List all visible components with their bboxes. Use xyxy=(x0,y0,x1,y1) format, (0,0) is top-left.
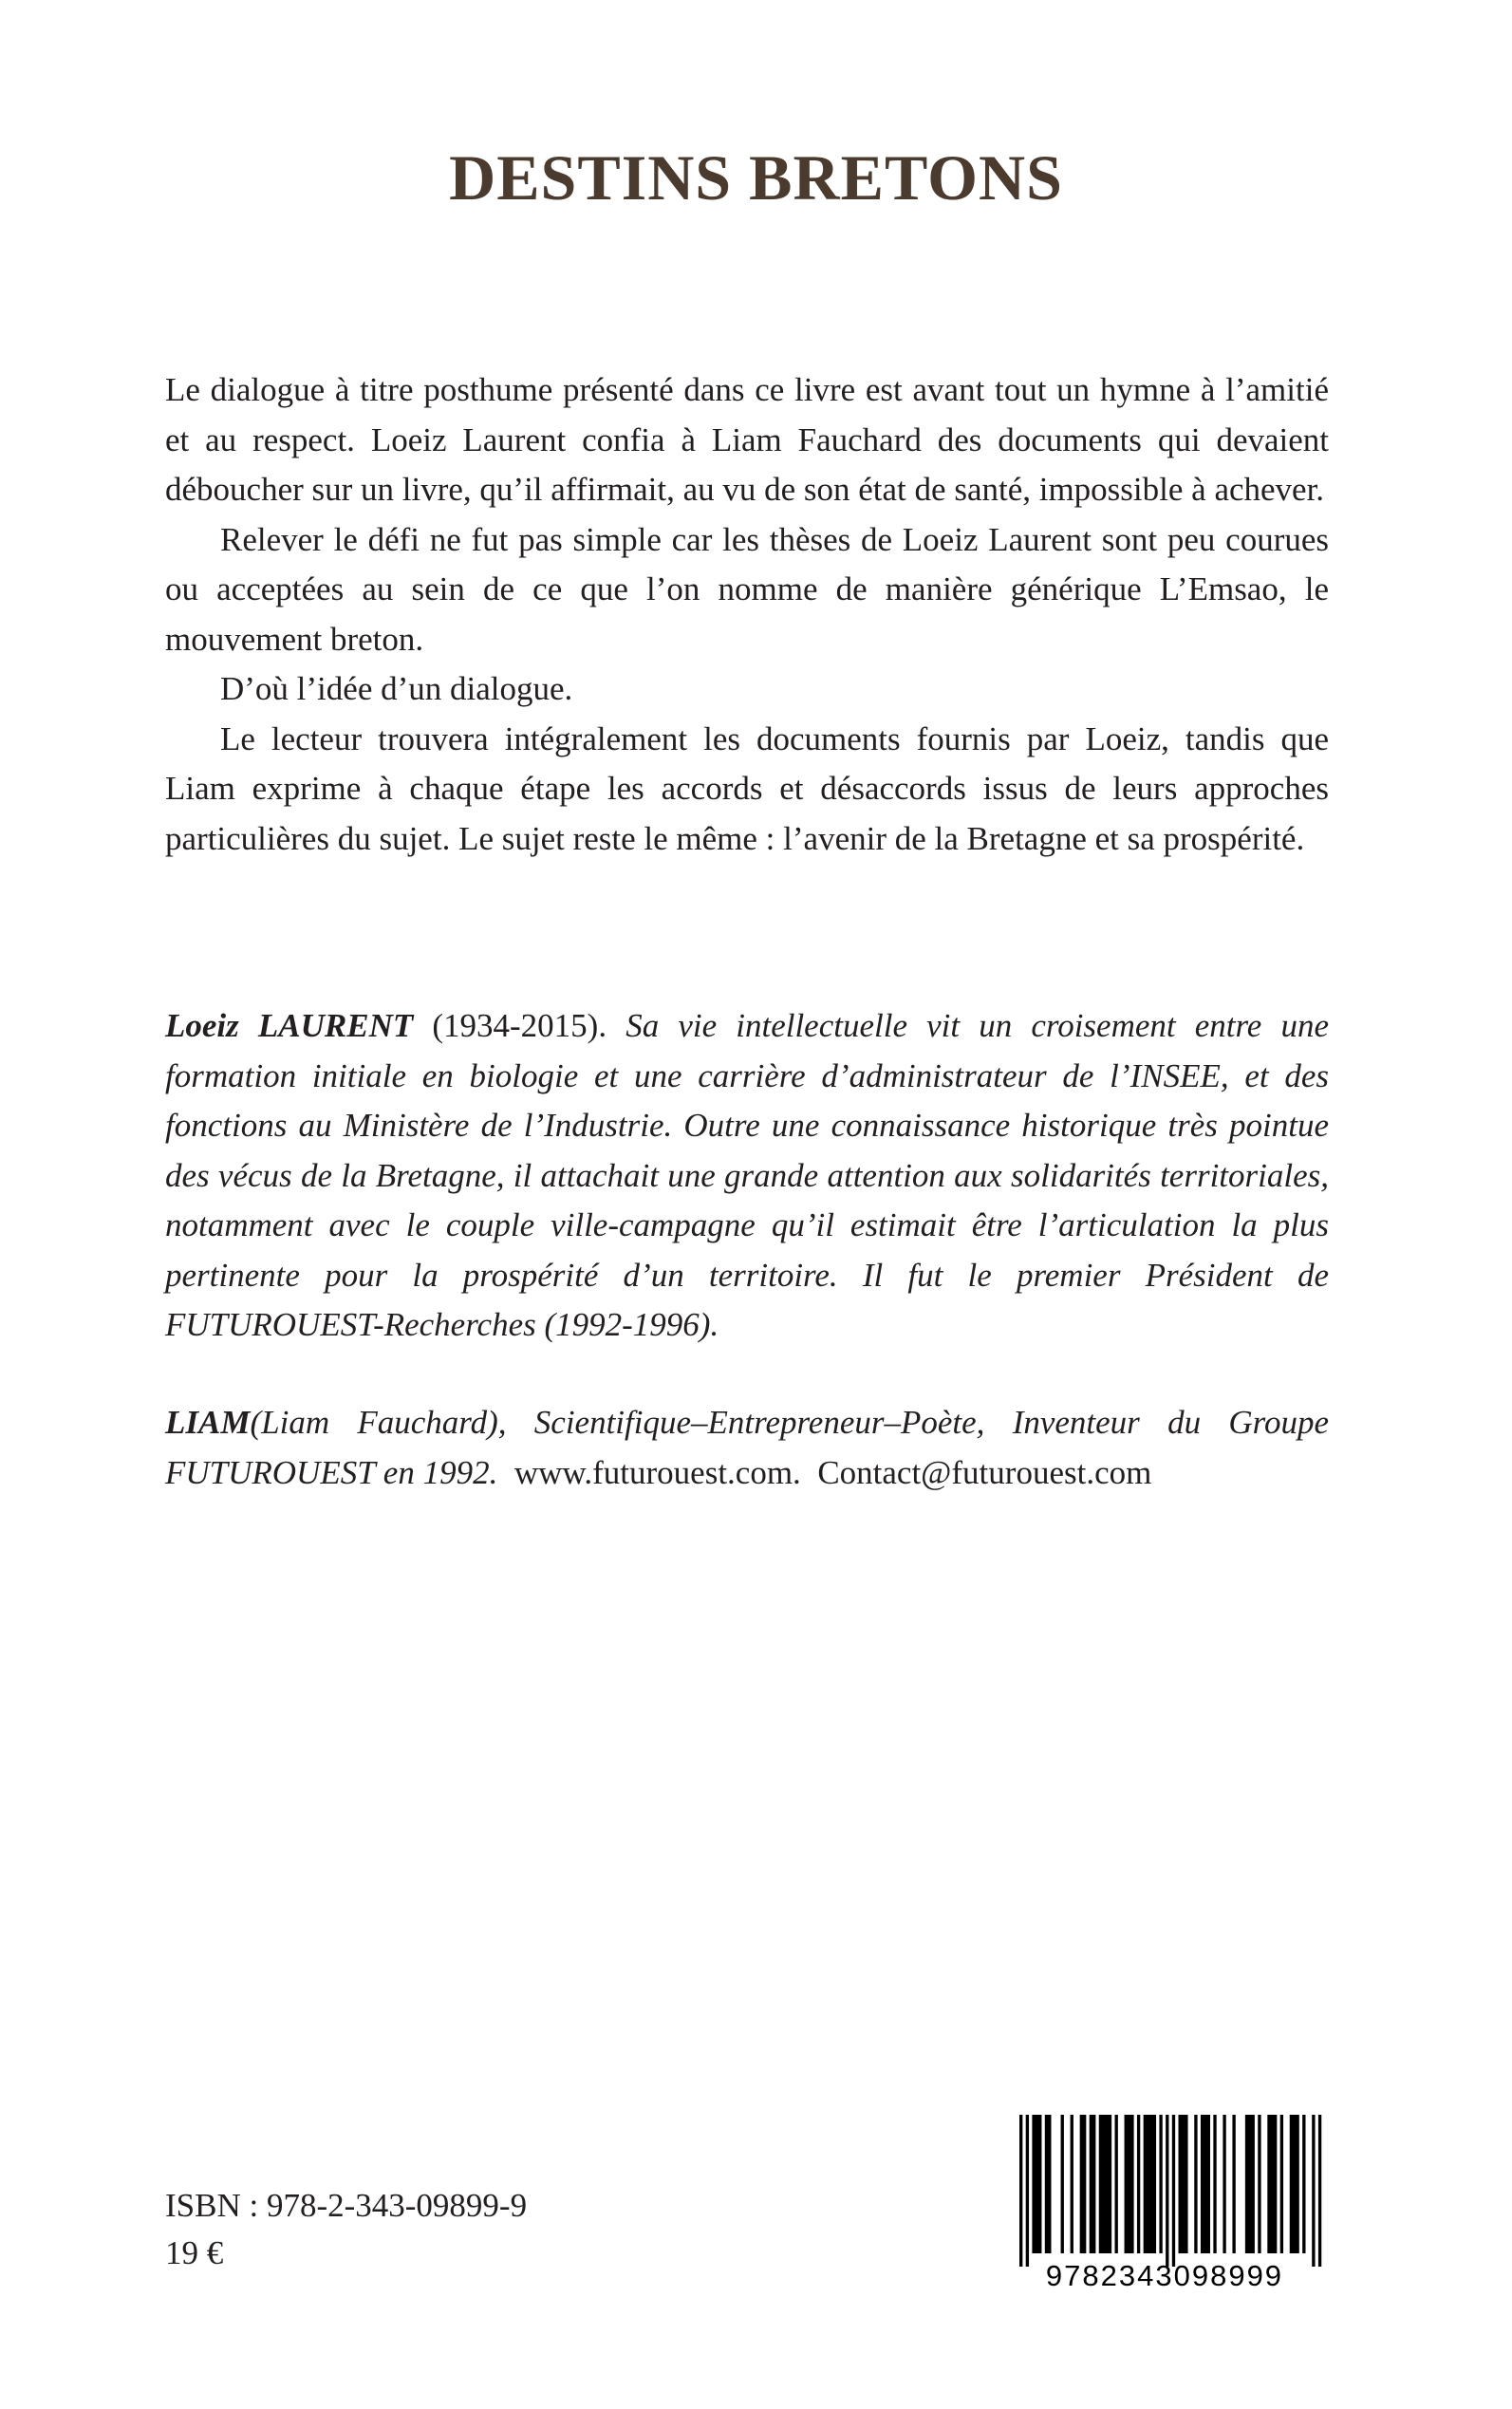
barcode-bar xyxy=(1245,2115,1255,2253)
barcode-bar xyxy=(1201,2115,1210,2253)
barcode xyxy=(995,2109,1335,2291)
author-name-liam: LIAM xyxy=(165,1404,251,1441)
barcode-bar xyxy=(1213,2115,1216,2253)
barcode-bar xyxy=(1099,2115,1111,2253)
barcode-bar xyxy=(1267,2115,1277,2253)
summary-paragraph-4: Le lecteur trouvera intégralement les documents fournis par Loeiz, tandis que Liam exprime à chaque étape les accords et désaccords issus de leurs approches particulières du sujet. Le sujet reste le même : l’avenir de la Bretagne et sa prospérité. xyxy=(165,719,1329,857)
barcode-bar xyxy=(1137,2115,1140,2253)
summary-section xyxy=(165,365,1329,864)
barcode-bar xyxy=(1019,2115,1022,2267)
barcode-bar xyxy=(1280,2115,1283,2253)
barcode-bar xyxy=(1172,2115,1175,2267)
isbn-number: ISBN : 978-2-343-09899-9 xyxy=(165,2187,528,2224)
barcode-bar xyxy=(1115,2115,1118,2253)
barcode-bar xyxy=(1061,2115,1064,2253)
barcode-bar xyxy=(1223,2115,1225,2253)
barcode-bar xyxy=(1302,2115,1305,2253)
barcode-bar xyxy=(1179,2115,1188,2253)
website-link: www.futurouest.com. xyxy=(513,1453,801,1491)
author-bio-liam-text: (Liam Fauchard), Scientifique–Entrepreneur–Poète, Inventeur du Groupe FUTUROUEST en 1992. xyxy=(165,1404,1329,1491)
summary-paragraph-2: Relever le défi ne fut pas simple car les thèses de Loeiz Laurent sont peu courues ou acceptées au sein de ce que l’on nomme de manière générique L’Emsao, le mouvement breton. xyxy=(165,520,1329,658)
barcode-bar xyxy=(1290,2115,1299,2253)
barcode-bar xyxy=(1144,2115,1156,2253)
barcode-bar xyxy=(1071,2115,1073,2253)
barcode-digits: 9782343098999 xyxy=(1045,2259,1284,2291)
barcode-bar xyxy=(1090,2115,1096,2253)
barcode-bar xyxy=(1318,2115,1321,2267)
barcode-bar xyxy=(1125,2115,1134,2253)
author-dates-loeiz: (1934-2015). xyxy=(413,1007,626,1044)
author-bio-liam xyxy=(165,1398,1329,1498)
author-name-loeiz: Loeiz LAURENT xyxy=(165,1007,414,1044)
author-bio-liam-paragraph xyxy=(165,1398,1329,1498)
author-bio-loeiz-text: Sa vie intellectuelle vit un croisement entre une formation initiale en biologie et une carrière d’administrateur de l’INSEE, et des fonctions au Ministère de l’Industrie. Outre une connaissance historique très pointue des vécus de la Bretagne, il attachait une grande attention aux solidarités territoriales, notamment avec le couple ville-campagne qu’il estimait être l’articulation la plus pertinente pour la prospérité d’un territoire. Il fut le premier Président de FUTUROUEST-Recherches (1992-1996). xyxy=(165,1007,1329,1343)
book-title: DESTINS BRETONS xyxy=(449,141,1063,214)
author-bio-loeiz-paragraph xyxy=(165,1001,1329,1351)
summary-paragraph-3: D’où l’idée d’un dialogue. xyxy=(220,670,573,707)
barcode-bar xyxy=(1258,2115,1260,2253)
barcode-bar xyxy=(1159,2115,1162,2253)
contact-email: Contact@futurouest.com xyxy=(817,1453,1152,1491)
barcode-bar xyxy=(1312,2115,1315,2267)
barcode-bar xyxy=(1032,2115,1041,2253)
price: 19 € xyxy=(165,2234,224,2271)
barcode-bar xyxy=(1045,2115,1052,2253)
barcode-bar xyxy=(1080,2115,1087,2253)
barcode-bar xyxy=(1026,2115,1029,2267)
barcode-bar xyxy=(1194,2115,1197,2253)
barcode-bar xyxy=(1166,2115,1168,2267)
barcode-bar xyxy=(1232,2115,1235,2253)
author-bio-loeiz xyxy=(165,1001,1329,1351)
summary-paragraph-1: Le dialogue à titre posthume présenté dans ce livre est avant tout un hymne à l’amitié et au respect. Loeiz Laurent confia à Liam Fauchard des documents qui devaient déboucher sur un livre, qu’il affirmait, au vu de son état de santé, impossible à achever. xyxy=(165,371,1329,508)
